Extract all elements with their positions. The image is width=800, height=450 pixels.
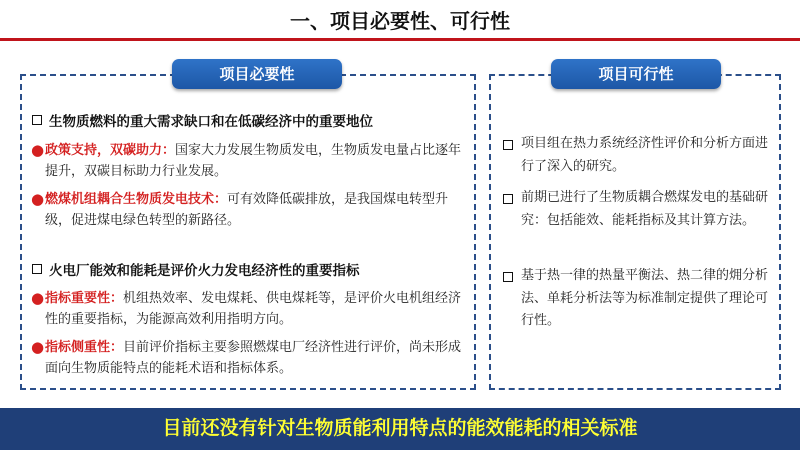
list-item [30, 337, 470, 379]
list-item [30, 140, 470, 182]
page-title: 一、项目必要性、可行性 [290, 9, 510, 33]
section-heading: 火电厂能效和能耗是评价火力发电经济性的重要指标 [32, 259, 360, 279]
bullet-key: 指标侧重性： [45, 340, 124, 355]
bottom-banner: 目前还没有针对生物质能利用特点的能效能耗的相关标准 [0, 408, 800, 450]
title-divider [0, 38, 800, 41]
section-heading: 生物质燃料的重大需求缺口和在低碳经济中的重要地位 [32, 110, 373, 130]
feasibility-text: 基于热一律的热量平衡法、热二律的㶲分析法、单耗分析法等为标准制定提供了理论可行性。 [521, 268, 769, 328]
feasibility-text: 项目组在热力系统经济性评价和分析方面进行了深入的研究。 [521, 136, 769, 174]
list-item [503, 133, 773, 178]
feasibility-label: 项目可行性 [551, 59, 721, 89]
bullet-key: 指标重要性： [45, 291, 124, 306]
necessity-label: 项目必要性 [172, 59, 342, 89]
feasibility-panel [489, 74, 781, 390]
bullet-dot-icon: ● [31, 141, 45, 159]
bullet-key: 政策支持，双碳助力： [45, 143, 176, 158]
bullet-text: 目前评价指标主要参照燃煤电厂经济性进行评价，尚未形成面向生物质能特点的能耗术语和指标体系。 [45, 340, 462, 376]
square-bullet-icon [32, 264, 42, 274]
feasibility-text: 前期已进行了生物质耦合燃煤发电的基础研究：包括能效、能耗指标及其计算方法。 [521, 190, 769, 228]
list-item [503, 187, 773, 232]
bullet-text: 可有效降低碳排放，是我国煤电转型升级，促进煤电绿色转型的新路径。 [45, 192, 449, 228]
list-item [30, 288, 470, 330]
list-item [503, 265, 773, 333]
bullet-dot-icon: ● [31, 190, 45, 208]
bullet-key: 燃煤机组耦合生物质发电技术： [45, 192, 228, 207]
bullet-dot-icon: ● [31, 338, 45, 356]
square-bullet-icon [503, 140, 513, 150]
square-bullet-icon [32, 115, 42, 125]
bullet-text: 机组热效率、发电煤耗、供电煤耗等，是评价火电机组经济性的重要指标，为能源高效利用指明方向。 [45, 291, 462, 327]
bullet-dot-icon: ● [31, 289, 45, 307]
square-bullet-icon [503, 272, 513, 282]
bullet-text: 国家大力发展生物质发电，生物质发电量占比逐年提升，双碳目标助力行业发展。 [45, 143, 462, 179]
square-bullet-icon [503, 194, 513, 204]
list-item [30, 189, 470, 231]
